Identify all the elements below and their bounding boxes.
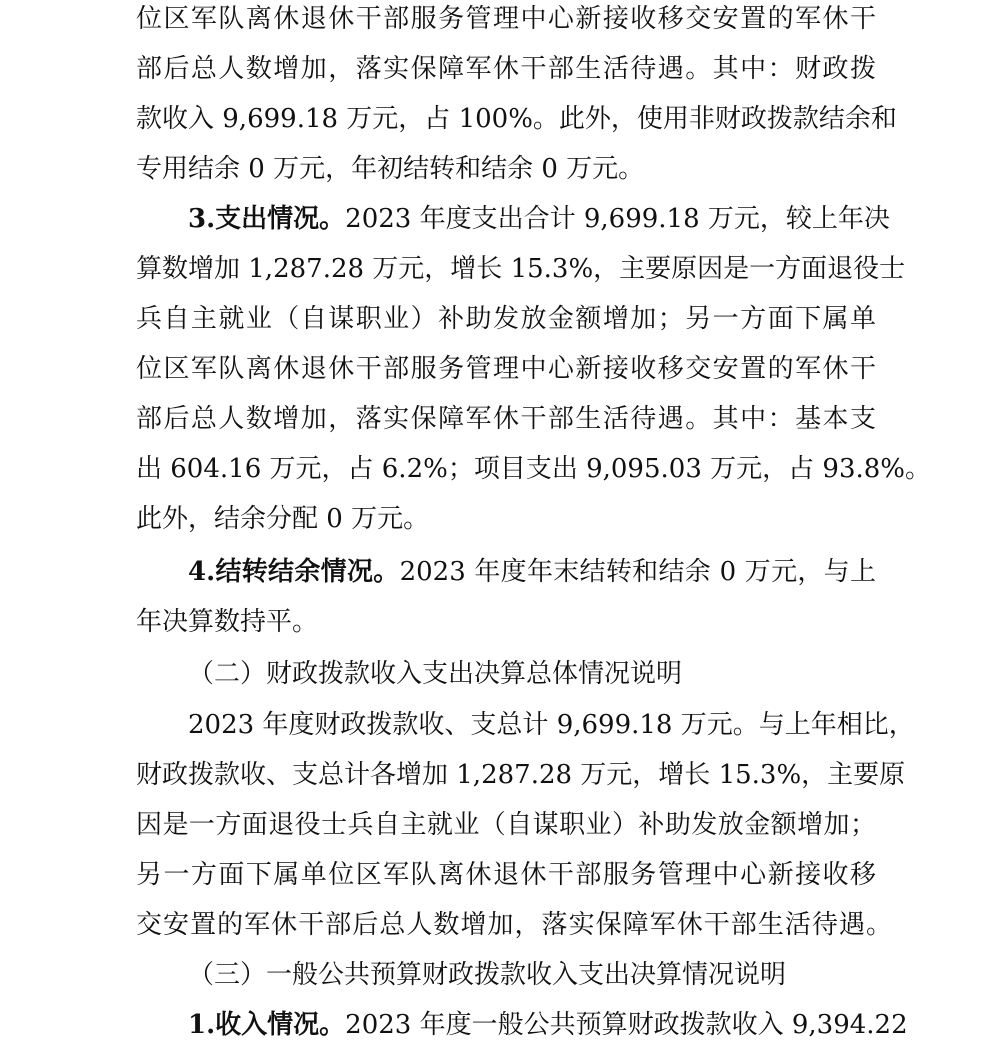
paragraph-line: 算数增加 1,287.28 万元，增长 15.3%，主要原因是一方面退役士 (136, 254, 906, 284)
paragraph-line: 部后总人数增加，落实保障军休干部生活待遇。其中：财政拨 (136, 54, 876, 84)
paragraph-line: 专用结余 0 万元，年初结转和结余 0 万元。 (136, 154, 645, 184)
paragraph-line: 位区军队离休退休干部服务管理中心新接收移交安置的军休干 (136, 354, 876, 384)
section-4-first-line-text: 2023 年度年末结转和结余 0 万元，与上 (399, 557, 876, 587)
paragraph-line: 位区军队离休退休干部服务管理中心新接收移交安置的军休干 (136, 4, 876, 34)
paragraph-line: 因是一方面退役士兵自主就业（自谋职业）补助发放金额增加； (136, 810, 876, 840)
subsection-3-heading: （三）一般公共预算财政拨款收入支出决算情况说明 (188, 960, 787, 990)
section-3-first-line (188, 194, 890, 244)
paragraph-line: 款收入 9,699.18 万元，占 100%。此外，使用非财政拨款结余和 (136, 104, 897, 134)
subsection-3-item-1-line (188, 1000, 908, 1050)
paragraph-line: 部后总人数增加，落实保障军休干部生活待遇。其中：基本支 (136, 404, 876, 434)
section-3-heading: 3.支出情况。 (188, 204, 346, 234)
paragraph-line: 交安置的军休干部后总人数增加，落实保障军休干部生活待遇。 (136, 910, 892, 940)
paragraph-line: 兵自主就业（自谋职业）补助发放金额增加；另一方面下属单 (136, 304, 876, 334)
paragraph-line: 另一方面下属单位区军队离休退休干部服务管理中心新接收移 (136, 860, 876, 890)
paragraph-line: 此外，结余分配 0 万元。 (136, 504, 430, 534)
section-3-first-line-text: 2023 年度支出合计 9,699.18 万元，较上年决 (345, 204, 890, 234)
paragraph-line: 年决算数持平。 (136, 607, 319, 637)
paragraph-line: 财政拨款收、支总计各增加 1,287.28 万元，增长 15.3%，主要原 (136, 760, 906, 790)
subsection-2-heading: （二）财政拨款收入支出决算总体情况说明 (188, 659, 683, 689)
section-4-first-line (188, 547, 876, 597)
section-4-heading: 4.结转结余情况。 (188, 557, 400, 587)
paragraph-line: 出 604.16 万元，占 6.2%；项目支出 9,095.03 万元，占 93.8%。 (136, 454, 931, 484)
paragraph-line: 2023 年度财政拨款收、支总计 9,699.18 万元。与上年相比， (188, 710, 915, 740)
item-1-heading: 1.收入情况。 (188, 1010, 346, 1040)
item-1-first-line-text: 2023 年度一般公共预算财政拨款收入 9,394.22 (345, 1010, 908, 1040)
